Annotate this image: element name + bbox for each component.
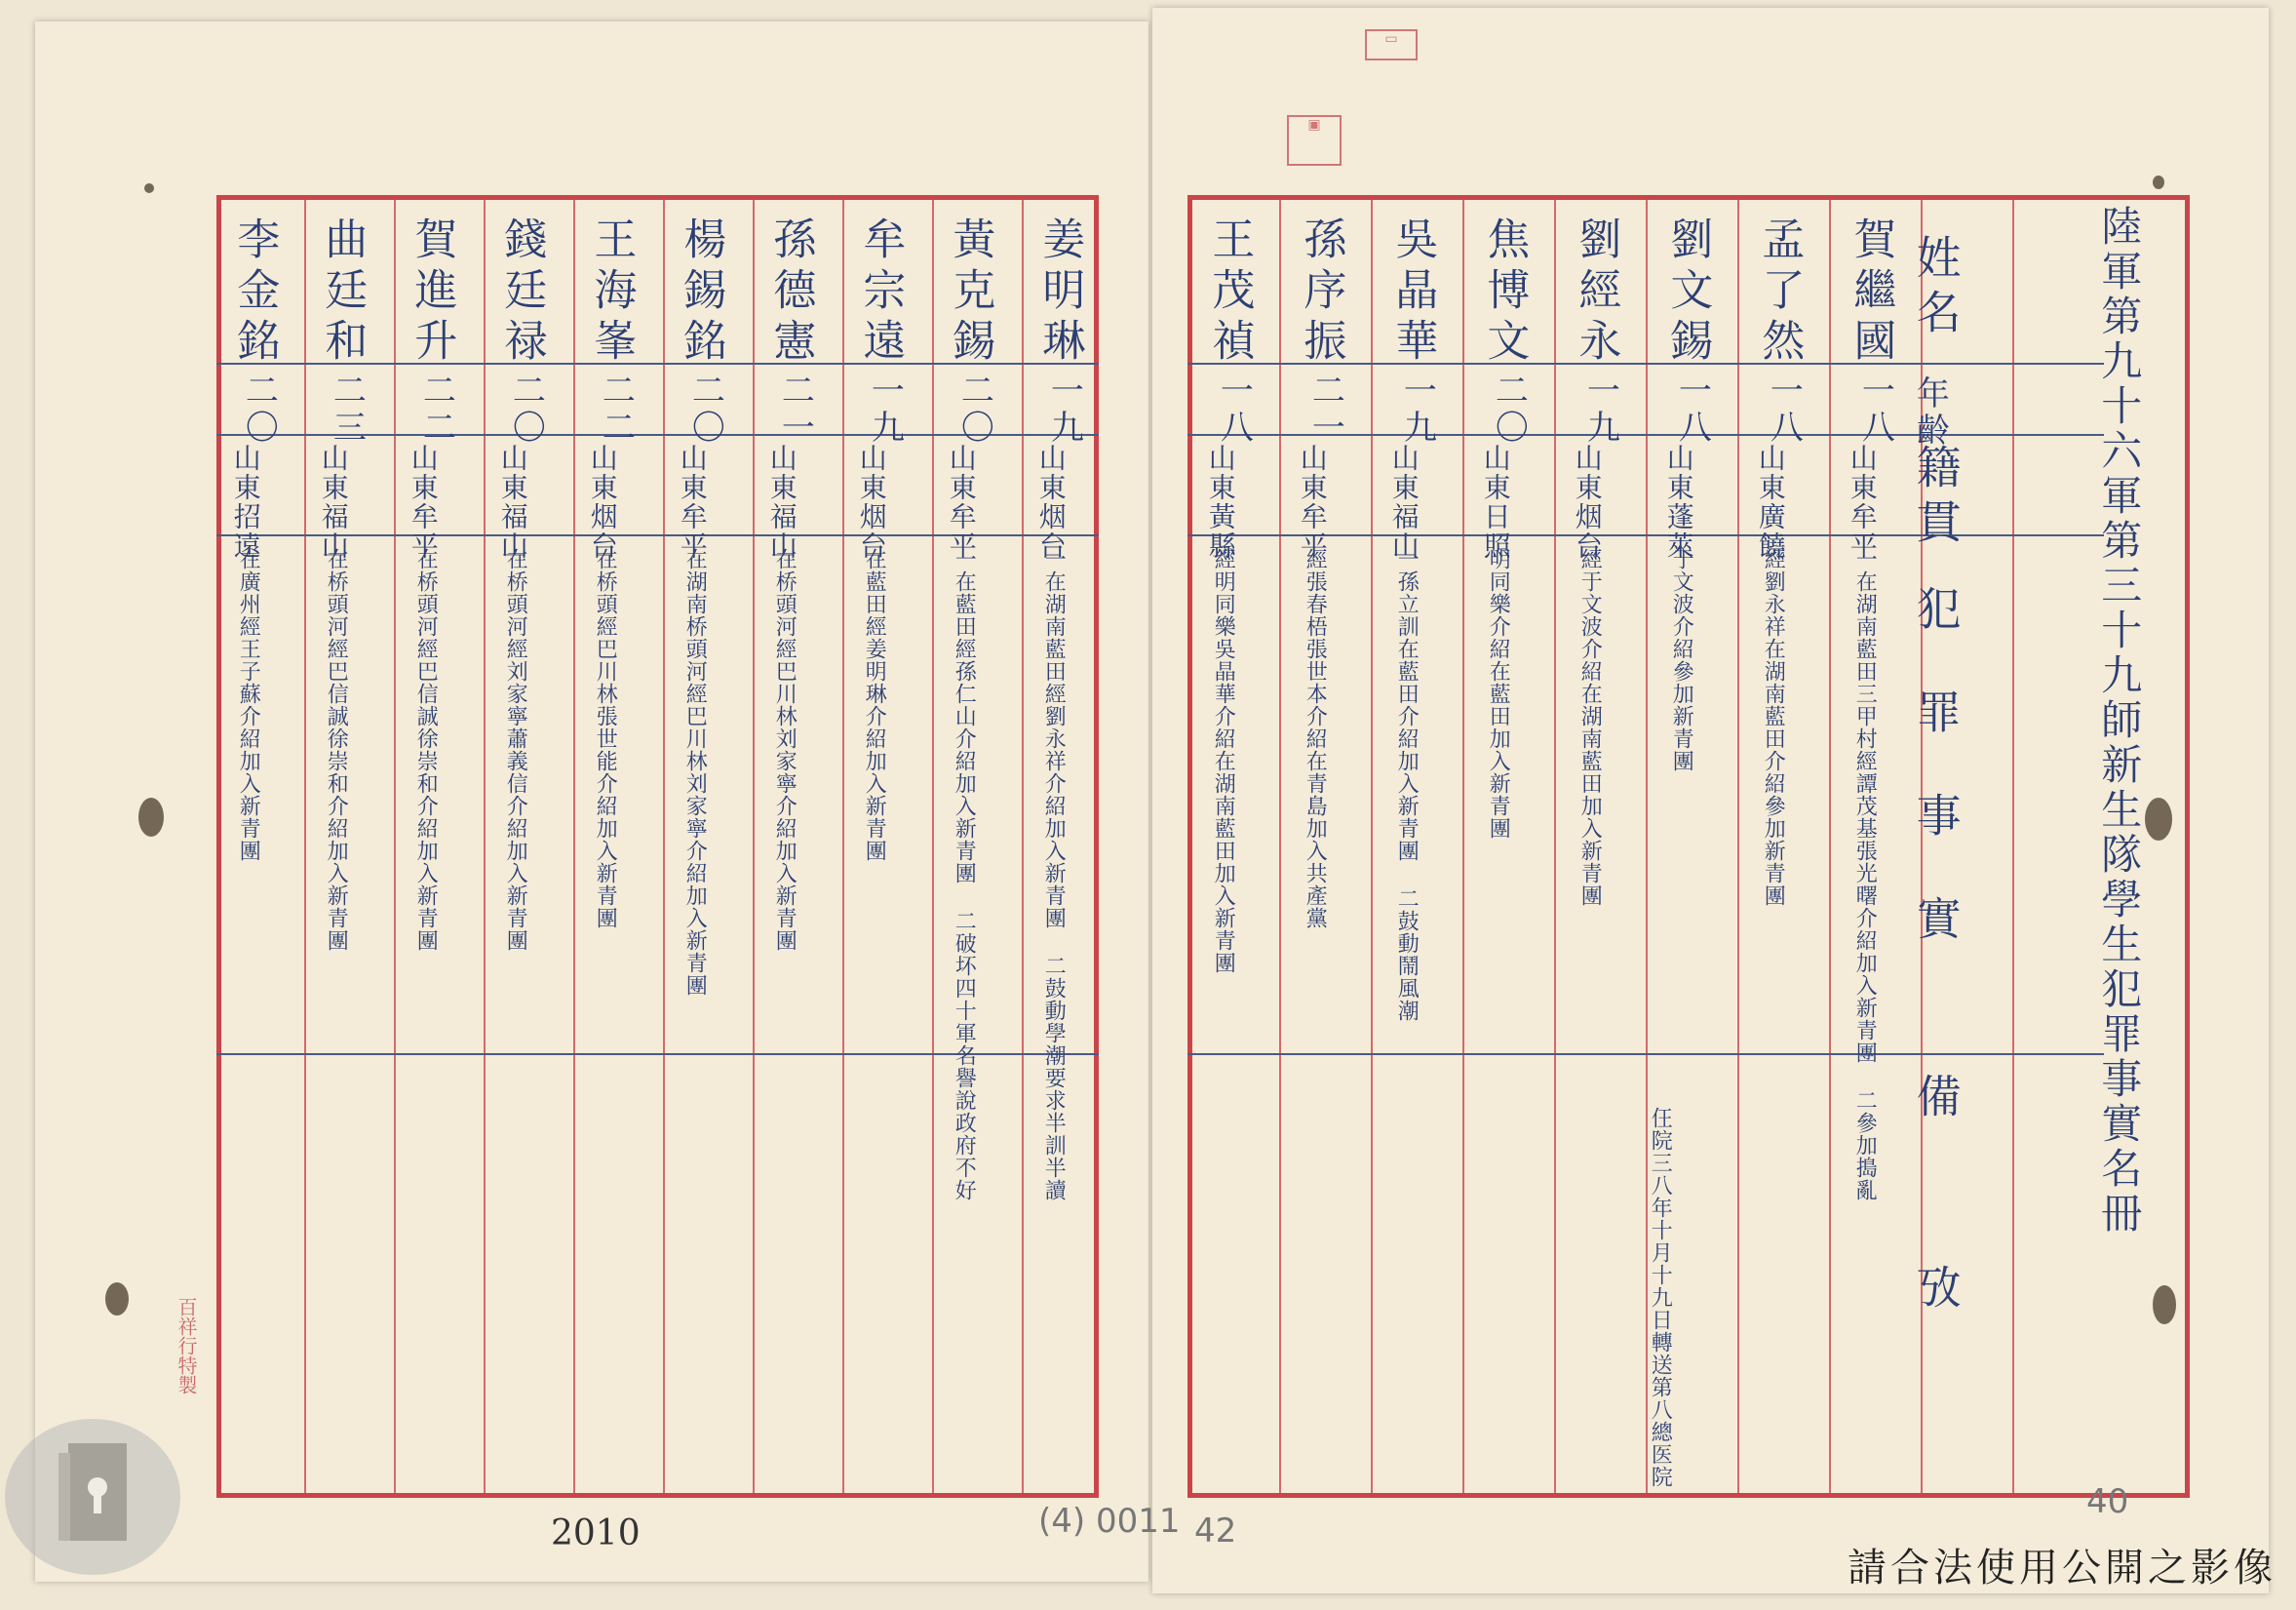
column-rule xyxy=(1279,200,1281,1493)
student-age: 一九 xyxy=(1044,373,1084,447)
column-rule xyxy=(753,200,755,1493)
student-age: 一九 xyxy=(1397,373,1437,447)
crime-description: 一在湖南藍田三甲村經譚茂基張光曙介紹加入新青團 二參加搗亂 xyxy=(1852,548,1878,1201)
student-age: 二〇 xyxy=(954,373,994,447)
crime-description: 于文波介紹參加新青團 xyxy=(1669,548,1694,772)
student-name: 孟了然 xyxy=(1754,216,1805,369)
student-age: 一八 xyxy=(1214,373,1254,447)
column-rule xyxy=(1554,200,1556,1493)
column-rule xyxy=(394,200,396,1493)
column-rule xyxy=(2012,200,2014,1493)
student-age: 二一 xyxy=(1305,373,1345,447)
student-name: 錢廷禄 xyxy=(496,216,547,369)
student-origin: 山東福山 xyxy=(496,444,529,561)
crime-description: 在桥頭河經巴信誠徐崇和介紹加入新青團 xyxy=(413,548,439,952)
column-rule xyxy=(1022,200,1024,1493)
student-origin: 山東烟台 xyxy=(586,444,619,561)
student-origin: 山東牟平 xyxy=(407,444,440,561)
student-origin: 山東日照 xyxy=(1479,444,1512,561)
watermark: 請合法使用公開之影像 xyxy=(1848,1546,2277,1590)
page-number: 2010 xyxy=(551,1513,641,1553)
crime-description: 在桥頭河經巴信誠徐崇和介紹加入新青團 xyxy=(324,548,349,952)
student-age: 一九 xyxy=(865,373,905,447)
punch-hole xyxy=(138,798,164,837)
crime-description: 在桥頭河經刘家寧蕭義信介紹加入新青團 xyxy=(503,548,528,952)
column-rule xyxy=(932,200,934,1493)
document-title: 陸軍第九十六軍第三十九師新生隊學生犯罪事實名冊 xyxy=(2095,205,2144,1237)
student-name: 黃克錫 xyxy=(945,216,995,369)
crime-description: 在藍田經姜明琳介紹加入新青團 xyxy=(862,548,887,862)
punch-hole xyxy=(2153,1285,2176,1324)
crime-description: 經明同樂吳晶華介紹在湖南藍田加入新青團 xyxy=(1211,548,1236,974)
column-rule xyxy=(842,200,844,1493)
student-name: 曲廷和 xyxy=(317,216,368,369)
crime-description: 一孫立訓在藍田介紹加入新青團 二鼓動鬧風潮 xyxy=(1394,548,1420,1022)
crime-description: 經劉永祥在湖南藍田介紹參加新青團 xyxy=(1761,548,1786,907)
student-age: 二〇 xyxy=(685,373,725,447)
remark-note: 仼院三八年十月十九日轉送第八總医院 xyxy=(1648,1107,1673,1488)
crime-description: 在桥頭經巴川林張世能介紹加入新青團 xyxy=(593,548,618,929)
student-name: 孫德憲 xyxy=(765,216,816,369)
crime-description: 一在藍田經孫仁山介紹加入新青團 二破坏四十軍名譽說政府不好 xyxy=(952,548,977,1201)
student-origin: 山東牟平 xyxy=(1846,444,1879,561)
student-origin: 山東烟台 xyxy=(1571,444,1604,561)
punch-hole xyxy=(2153,176,2164,189)
student-age: 二三 xyxy=(327,373,367,447)
crime-description: 經張春梧張世本介紹在青島加入共產黨 xyxy=(1303,548,1328,929)
student-age: 一八 xyxy=(1764,373,1804,447)
header-origin: 籍貫 xyxy=(1909,444,1963,553)
student-age: 二〇 xyxy=(1489,373,1529,447)
student-age: 二一 xyxy=(775,373,815,447)
student-age: 二〇 xyxy=(506,373,546,447)
crime-description: 在桥頭河經巴川林刘家寧介紹加入新青團 xyxy=(772,548,798,952)
student-origin: 山東烟台 xyxy=(1034,444,1068,561)
archive-logo-icon xyxy=(0,1404,185,1580)
row-rule xyxy=(1187,1053,2104,1055)
crime-description: 一在湖南藍田經劉永祥介紹加入新青團 二鼓動學潮要求半訓半讀 xyxy=(1041,548,1067,1201)
stamp-mid: ▣ xyxy=(1287,115,1342,166)
student-name: 王海峯 xyxy=(586,216,637,369)
pencil-mark-a: (4) 0011 xyxy=(1038,1502,1181,1541)
column-rule xyxy=(573,200,575,1493)
student-name: 姜明琳 xyxy=(1034,216,1085,369)
student-age: 二〇 xyxy=(239,373,279,447)
header-age: 年齡 xyxy=(1910,375,1950,450)
column-rule xyxy=(304,200,306,1493)
student-name: 劉經永 xyxy=(1571,216,1621,369)
column-rule xyxy=(1462,200,1464,1493)
student-name: 孫序振 xyxy=(1296,216,1346,369)
pencil-mark-b: 42 xyxy=(1194,1512,1237,1551)
student-age: 一九 xyxy=(1580,373,1620,447)
crime-description: 在湖南桥頭河經巴川林刘家寧介紹加入新青團 xyxy=(682,548,708,997)
student-origin: 山東招遠 xyxy=(229,444,262,561)
student-origin: 山東牟平 xyxy=(1296,444,1329,561)
student-origin: 山東福山 xyxy=(1387,444,1420,561)
student-name: 賀繼國 xyxy=(1846,216,1896,369)
stamp-top: ▭ xyxy=(1365,29,1418,60)
crime-description: 經于文波介紹在湖南藍田加入新青團 xyxy=(1577,548,1603,907)
student-name: 牟宗遠 xyxy=(855,216,906,369)
student-age: 二二 xyxy=(596,373,636,447)
column-rule xyxy=(663,200,665,1493)
column-rule xyxy=(1737,200,1739,1493)
crime-description: 在廣州經王子蘇介紹加入新青團 xyxy=(236,548,261,862)
student-origin: 山東黃縣 xyxy=(1204,444,1237,561)
column-rule xyxy=(1371,200,1373,1493)
student-origin: 山東蓬萊 xyxy=(1662,444,1695,561)
student-name: 李金銘 xyxy=(229,216,280,369)
student-age: 一八 xyxy=(1672,373,1712,447)
pencil-mark-c: 40 xyxy=(2086,1482,2129,1521)
student-origin: 山東廣饒 xyxy=(1754,444,1787,561)
student-origin: 山東牟平 xyxy=(945,444,978,561)
crime-description: 明同樂介紹在藍田加入新青團 xyxy=(1486,548,1511,840)
punch-hole xyxy=(144,183,154,193)
student-origin: 山東牟平 xyxy=(676,444,709,561)
column-rule xyxy=(484,200,486,1493)
student-name: 賀進升 xyxy=(407,216,457,369)
punch-hole xyxy=(105,1282,129,1315)
vendor-stamp: 百祥行特製 xyxy=(175,1297,198,1394)
student-origin: 山東福山 xyxy=(765,444,798,561)
header-name: 姓名 xyxy=(1909,234,1963,343)
header-crime: 犯罪事實 xyxy=(1909,585,1963,999)
student-name: 王茂禎 xyxy=(1204,216,1255,369)
student-age: 一八 xyxy=(1855,373,1895,447)
student-origin: 山東烟台 xyxy=(855,444,888,561)
student-name: 劉文錫 xyxy=(1662,216,1713,369)
column-rule xyxy=(1829,200,1831,1493)
student-name: 焦博文 xyxy=(1479,216,1530,369)
student-age: 二二 xyxy=(416,373,456,447)
student-origin: 山東福山 xyxy=(317,444,350,561)
header-remarks: 備攷 xyxy=(1909,1073,1963,1455)
punch-hole xyxy=(2145,798,2172,841)
student-name: 楊錫銘 xyxy=(676,216,726,369)
student-name: 吳晶華 xyxy=(1387,216,1438,369)
